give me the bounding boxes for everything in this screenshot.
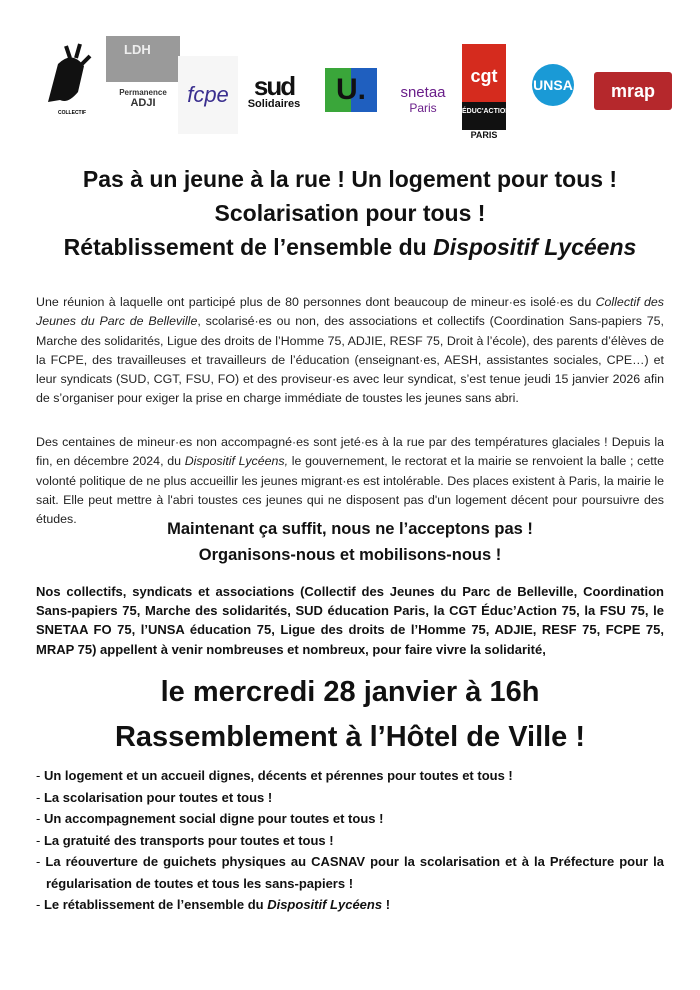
demands-list xyxy=(36,765,664,916)
logo-unsa: UNSA xyxy=(532,64,574,106)
list-item: - La scolarisation pour toutes et tous ! xyxy=(36,787,664,809)
logo-fsu: U. xyxy=(325,68,377,112)
logo-sud-education: sud Solidaires xyxy=(247,71,301,110)
paragraph-meeting: Une réunion à laquelle ont participé plus de 80 personnes dont beaucoup de mineur·es isolé·es du Collectif des Jeunes du Parc de Belleville, scolarisé·es ou non, des associations et collectifs (Coordination Sans-papiers 75, Marche des solidarités, Ligue des droits de l’Homme 75, ADJIE, RESF 75, Droit à l’école), des parents d’élèves de la FCPE, des travailleuses et travailleurs de l’éducation (enseignant·es, AESH, assistantes sociales, CPE…) et leur syndicats (SUD, CGT, FSU, FO) et des proviseur·es avec leur syndicat, s’est tenue jeudi 15 janvier 2026 afin de s’organiser pour exiger la prise en charge immédiate de toustes les jeunes sans abri. xyxy=(36,295,665,406)
logo-ldh-adji: LDH Permanence ADJI xyxy=(106,36,180,126)
event-place: Rassemblement à l’Hôtel de Ville ! xyxy=(114,721,586,753)
list-item: - La gratuité des transports pour toutes et tous ! xyxy=(36,830,664,852)
list-item: - Un accompagnement social digne pour toutes et tous ! xyxy=(36,808,664,830)
title-line-2: Scolarisation pour tous ! xyxy=(214,200,486,226)
logo-mrap: mrap xyxy=(594,72,672,110)
list-item: - Le rétablissement de l’ensemble du Dispositif Lycéens ! xyxy=(36,894,664,916)
page-title xyxy=(0,162,700,264)
svg-text:COLLECTIF: COLLECTIF xyxy=(58,110,87,116)
partner-logos xyxy=(38,36,678,146)
event-announcement xyxy=(0,670,700,760)
logo-cgt: cgt ÉDUC'ACTION PARIS xyxy=(462,44,506,144)
call-to-action: Nos collectifs, syndicats et associations (Collectif des Jeunes du Parc de Belleville, Coordination Sans-papiers 75, Marche des solidarités, SUD éducation Paris, la CGT Éduc’Action 75, la FSU 75, le SNETAA FO 75, l’UNSA éducation 75, Ligue des droits de l’Homme 75, ADJIE, RESF 75, FCPE 75, MRAP 75) appellent à venir nombreuses et nombreux, pour faire vivre la solidarité, xyxy=(36,584,664,657)
list-item: - La réouverture de guichets physiques au CASNAV pour la scolarisation et à la Préfecture pour la régularisation de toutes et tous les sans-papiers ! xyxy=(36,851,664,894)
logo-snetaa: snetaa Paris xyxy=(400,83,446,115)
event-date: le mercredi 28 janvier à 16h xyxy=(160,676,540,708)
title-line-1: Pas à un jeune à la rue ! Un logement pour tous ! xyxy=(82,166,618,192)
subheading: Maintenant ça suffit, nous ne l’acceptons pas ! Organisons-nous et mobilisons-nous ! xyxy=(167,520,533,564)
title-line-3: Rétablissement de l’ensemble du Dispositif Lycéens xyxy=(63,234,637,260)
paragraph-situation: Des centaines de mineur·es non accompagné·es sont jeté·es à la rue par des températures glaciales ! Depuis la fin, en décembre 2024, du Dispositif Lycéens, le gouvernement, le rectorat et la mairie se renvoient la balle ; cette volonté politique de ne plus accueillir les jeunes migrant·es est intolérable. Des places existent à Paris, la mairie le sait. Elle peut mettre à l'abri toustes ces jeunes qui ne disposent pas d'un logement décent pour poursuivre des études. xyxy=(36,435,664,527)
list-item: - Un logement et un accueil dignes, décents et pérennes pour toutes et tous ! xyxy=(36,765,664,787)
logo-collectif-jeunes xyxy=(38,42,96,122)
logo-fcpe: fcpe xyxy=(178,56,238,134)
